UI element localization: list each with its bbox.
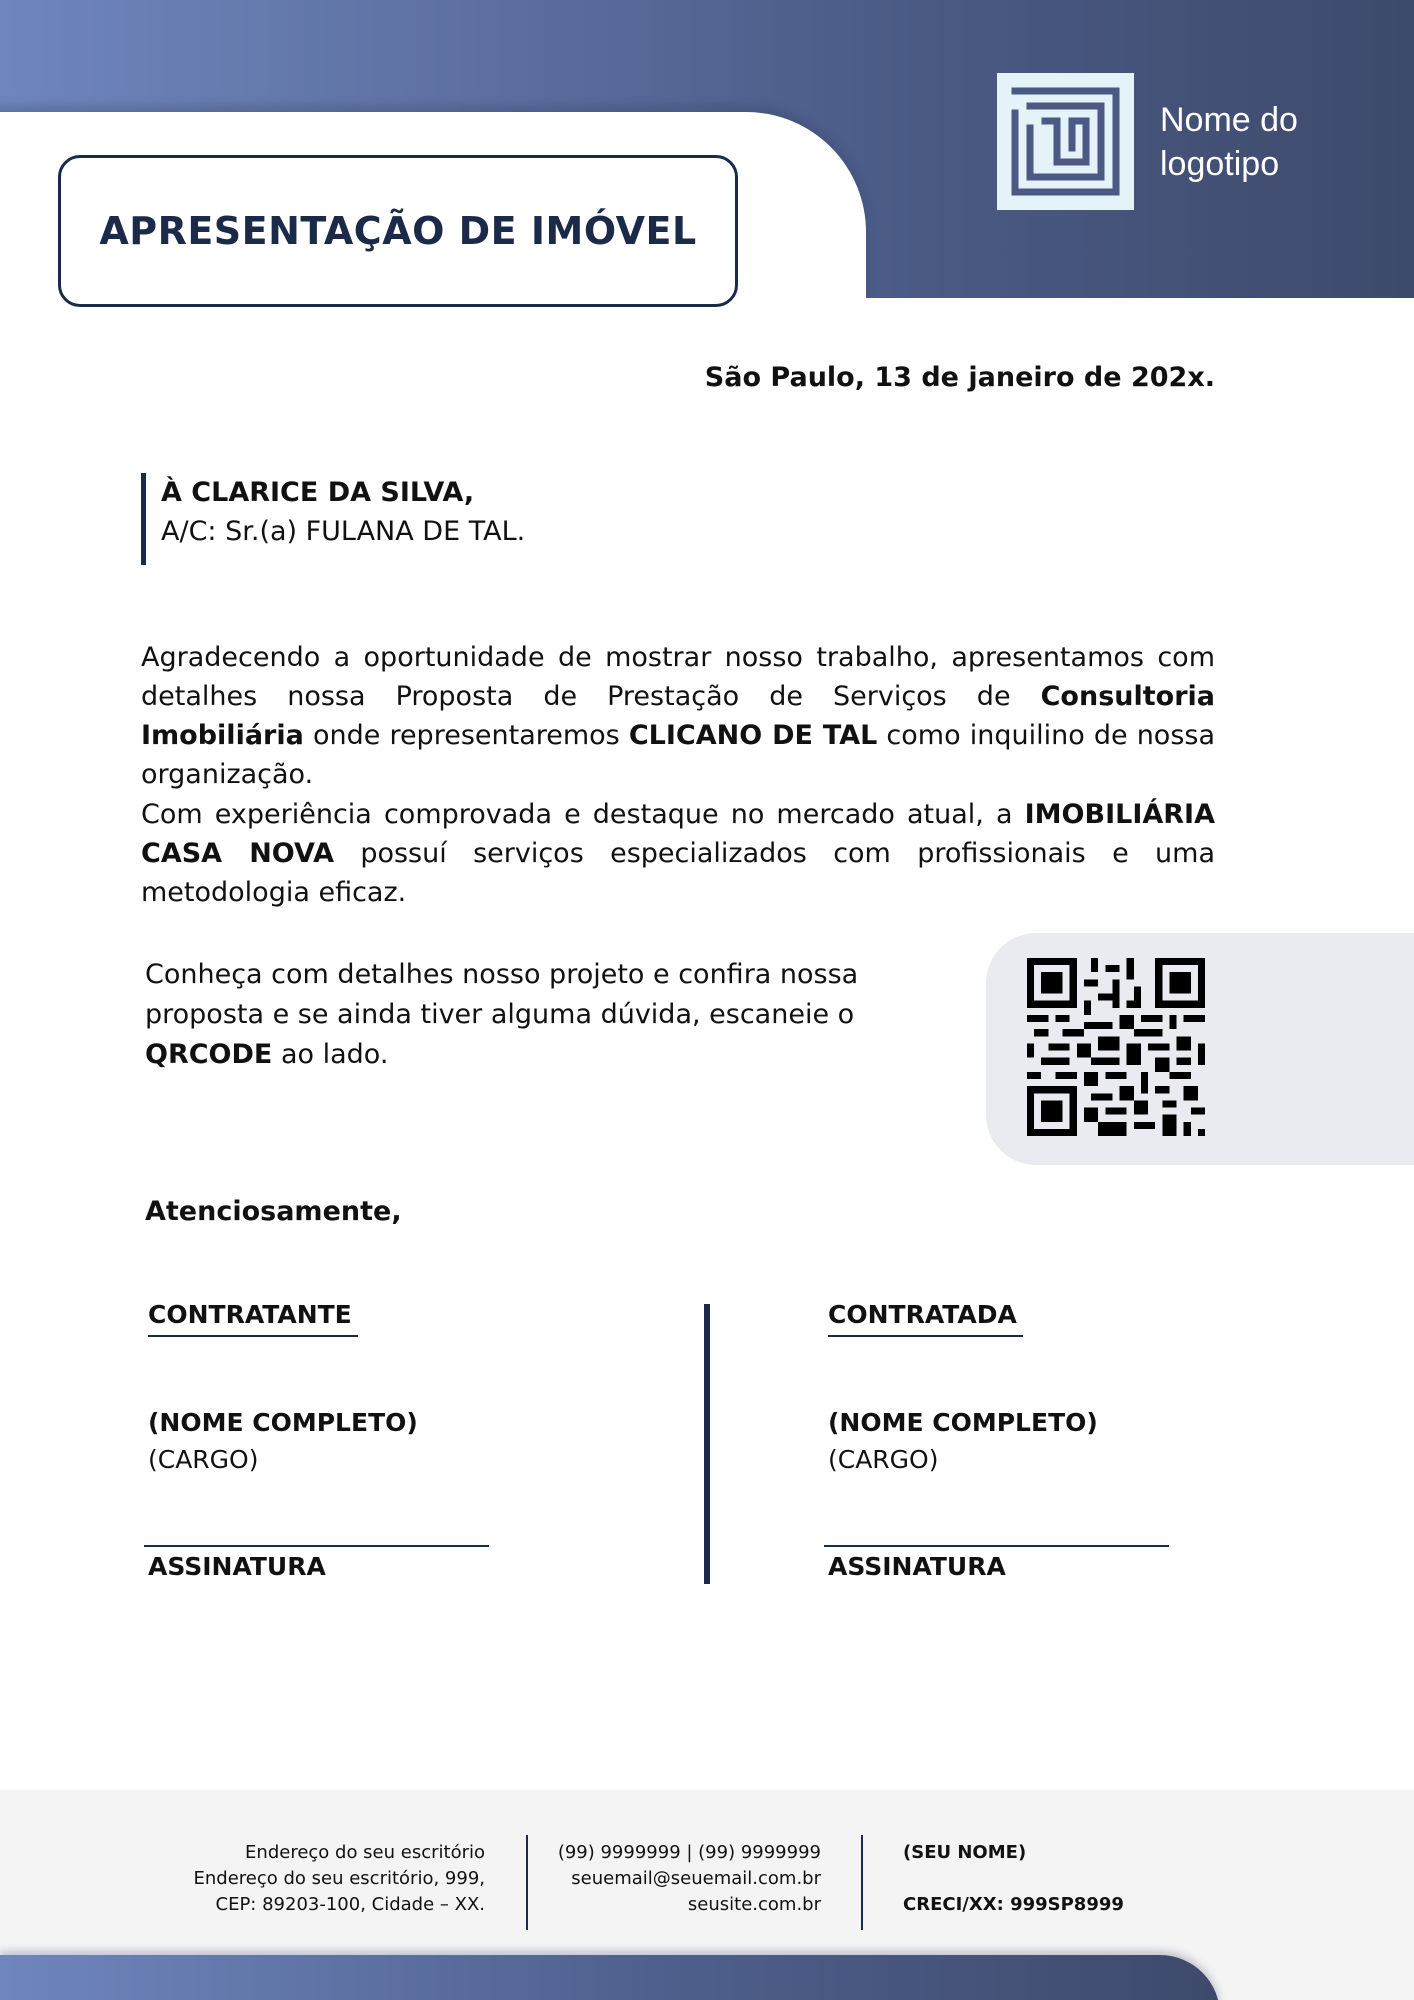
footer-separator <box>861 1835 863 1930</box>
footer-website[interactable]: seusite.com.br <box>687 1894 821 1915</box>
closing-text: Atenciosamente, <box>145 1196 402 1227</box>
footer-address-line: Endereço do seu escritório <box>245 1842 485 1863</box>
footer-email[interactable]: seuemail@seuemail.com.br <box>571 1868 821 1889</box>
signature-label: ASSINATURA <box>828 1552 1006 1581</box>
signature-line <box>824 1545 1169 1547</box>
footer-address-line: CEP: 89203-100, Cidade – XX. <box>215 1894 485 1915</box>
paragraph-qrcode: Conheça com detalhes nosso projeto e confira nossa proposta e se ainda tiver alguma dúvida, escaneie o QRCODE ao lado. <box>145 959 859 1070</box>
footer-contact <box>558 1840 821 1918</box>
signature-label: ASSINATURA <box>148 1552 326 1581</box>
footer-separator <box>526 1835 528 1930</box>
footer-address-line: Endereço do seu escritório, 999, <box>193 1868 485 1889</box>
footer-bar <box>0 1955 1220 2000</box>
signature-line <box>144 1545 489 1547</box>
signature-heading: CONTRATADA <box>828 1300 1023 1337</box>
footer-creci: CRECI/XX: 999SP8999 <box>903 1894 1124 1915</box>
signature-heading: CONTRATANTE <box>148 1300 358 1337</box>
signature-name: (NOME COMPLETO) <box>828 1408 1098 1437</box>
recipient-block <box>141 473 741 565</box>
signature-role: (CARGO) <box>828 1445 939 1474</box>
title-box <box>58 155 738 307</box>
recipient-attention: A/C: Sr.(a) FULANA DE TAL. <box>161 516 526 547</box>
logo-text <box>1160 98 1360 186</box>
signature-name: (NOME COMPLETO) <box>148 1408 418 1437</box>
recipient-name: À CLARICE DA SILVA, <box>161 477 475 508</box>
footer-agent <box>903 1840 1124 1918</box>
qr-code-icon[interactable] <box>1027 958 1205 1136</box>
footer-phone: (99) 9999999 | (99) 9999999 <box>557 1842 821 1863</box>
paragraph-intro: Agradecendo a oportunidade de mostrar nosso trabalho, apresentamos com detalhes nossa Proposta de Prestação de Serviços de Consultoria Imobiliária onde representaremos CLICANO DE TAL como inquilino de nossa organização. <box>141 642 1216 790</box>
signature-role: (CARGO) <box>148 1445 259 1474</box>
date-line: São Paulo, 13 de janeiro de 202x. <box>704 362 1215 393</box>
signature-contratada <box>828 1300 1248 1581</box>
maze-logo-icon <box>997 73 1134 210</box>
signature-contratante <box>148 1300 568 1581</box>
paragraph-experience: Com experiência comprovada e destaque no mercado atual, a IMOBILIÁRIA CASA NOVA possuí serviços especializados com profissionais e uma metodologia eficaz. <box>141 799 1215 908</box>
logo-line-1: Nome do <box>1160 101 1298 139</box>
logo-line-2: logotipo <box>1160 145 1280 183</box>
footer-agent-name: (SEU NOME) <box>903 1842 1027 1863</box>
signature-divider <box>704 1304 710 1584</box>
page-title: APRESENTAÇÃO DE IMÓVEL <box>99 209 697 253</box>
footer-address <box>194 1840 486 1918</box>
